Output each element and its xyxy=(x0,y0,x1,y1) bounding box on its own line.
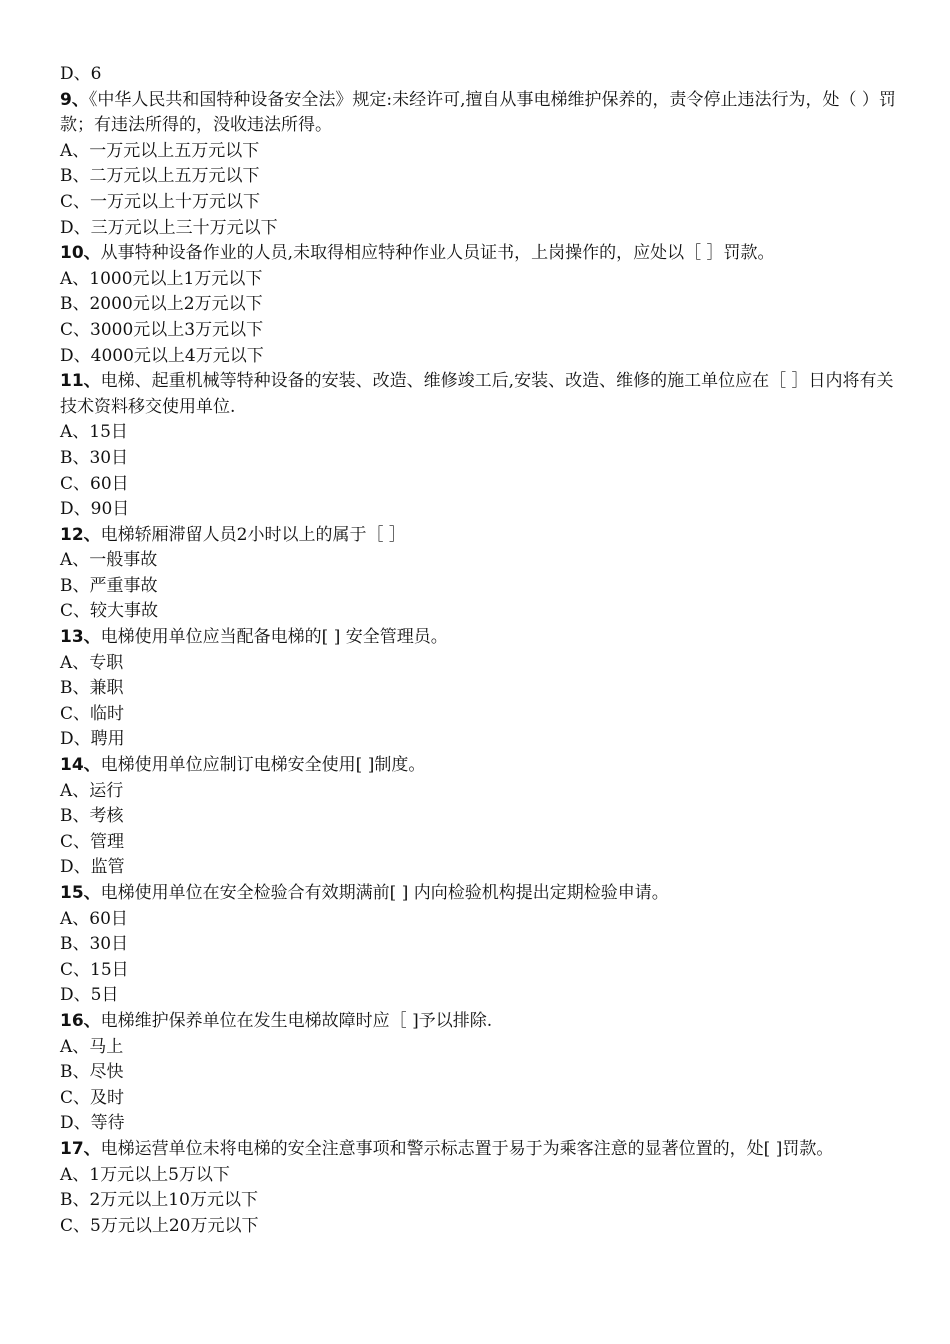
answer-option: A、马上 xyxy=(60,1036,124,1057)
question-block xyxy=(60,241,900,369)
answer-option: D、4000元以上4万元以下 xyxy=(60,345,264,366)
question-stem xyxy=(60,523,900,549)
answer-option: D、90日 xyxy=(60,499,130,520)
question-stem xyxy=(60,369,900,420)
answer-option: C、较大事故 xyxy=(60,601,159,622)
answer-option: B、考核 xyxy=(60,806,124,827)
question-text: 从事特种设备作业的人员,未取得相应特种作业人员证书，上岗操作的，应处以［ ］罚款。 xyxy=(100,243,775,264)
question-number: 11、 xyxy=(60,371,101,392)
answer-option: B、2万元以上10万元以下 xyxy=(60,1190,258,1211)
answer-option: D、等待 xyxy=(60,1113,125,1134)
answer-option: B、严重事故 xyxy=(60,575,158,596)
question-stem xyxy=(60,881,900,907)
question-text: 电梯使用单位应制订电梯安全使用[ ]制度。 xyxy=(100,755,426,776)
question-block xyxy=(60,753,900,881)
answer-option: B、2000元以上2万元以下 xyxy=(60,294,263,315)
question-block xyxy=(60,1009,900,1137)
question-number: 13、 xyxy=(60,627,101,648)
answer-option: A、1000元以上1万元以下 xyxy=(60,268,263,289)
question-block xyxy=(60,88,900,242)
answer-option: C、及时 xyxy=(60,1087,125,1108)
answer-option: D、5日 xyxy=(60,985,119,1006)
question-number: 17、 xyxy=(60,1138,101,1159)
answer-option: A、专职 xyxy=(60,652,124,673)
question-number: 10、 xyxy=(60,243,101,264)
question-stem xyxy=(60,1137,900,1163)
question-stem xyxy=(60,1009,900,1035)
question-number: 14、 xyxy=(60,755,101,776)
answer-option: C、60日 xyxy=(60,473,129,494)
question-number: 15、 xyxy=(60,883,101,903)
question-block xyxy=(60,881,900,1009)
question-number: 9、 xyxy=(60,89,89,110)
answer-option: C、5万元以上20万元以下 xyxy=(60,1215,259,1236)
question-text: 电梯、起重机械等特种设备的安装、改造、维修竣工后,安装、改造、维修的施工单位应在［ ］日内将有关技术资料移交使用单位. xyxy=(60,371,894,417)
answer-option: A、1万元以上5万以下 xyxy=(60,1164,230,1185)
exam-document xyxy=(60,62,900,1239)
question-block xyxy=(60,1137,900,1239)
question-block xyxy=(60,523,900,625)
question-text: 电梯使用单位应当配备电梯的[ ] 安全管理员。 xyxy=(100,627,448,648)
question-number: 16、 xyxy=(60,1010,101,1031)
answer-option: B、兼职 xyxy=(60,678,124,699)
question-number: 12、 xyxy=(60,524,101,545)
answer-option: B、30日 xyxy=(60,447,129,468)
answer-option: D、三万元以上三十万元以下 xyxy=(60,217,278,238)
answer-option: A、运行 xyxy=(60,780,124,801)
answer-option: D、聘用 xyxy=(60,729,125,750)
question-text: 电梯运营单位未将电梯的安全注意事项和警示标志置于易于为乘客注意的显著位置的，处[ ]罚款。 xyxy=(100,1138,834,1159)
answer-option: D、监管 xyxy=(60,857,125,878)
question-block xyxy=(60,625,900,753)
option-d-previous-question: D、6 xyxy=(60,64,102,84)
answer-option: C、临时 xyxy=(60,703,125,724)
question-list xyxy=(60,88,900,1240)
answer-option: B、二万元以上五万元以下 xyxy=(60,166,260,187)
answer-option: A、15日 xyxy=(60,422,128,443)
question-block xyxy=(60,369,900,523)
question-stem xyxy=(60,625,900,651)
question-stem xyxy=(60,88,900,139)
answer-option: B、30日 xyxy=(60,934,129,955)
question-stem xyxy=(60,241,900,267)
answer-option: C、3000元以上3万元以下 xyxy=(60,319,264,340)
answer-option: A、60日 xyxy=(60,908,128,929)
question-text: 电梯使用单位在安全检验合有效期满前[ ] 内向检验机构提出定期检验申请。 xyxy=(100,883,669,903)
question-text: 《中华人民共和国特种设备安全法》规定:未经许可,擅自从事电梯维护保养的，责令停止违法行为，处（ ）罚款；有违法所得的，没收违法所得。 xyxy=(60,89,896,136)
answer-option: C、管理 xyxy=(60,831,125,852)
answer-option: C、15日 xyxy=(60,959,129,980)
answer-option: C、一万元以上十万元以下 xyxy=(60,191,261,212)
question-stem xyxy=(60,753,900,779)
answer-option: B、尽快 xyxy=(60,1062,124,1083)
answer-option: A、一般事故 xyxy=(60,550,158,571)
answer-option: A、一万元以上五万元以下 xyxy=(60,140,260,161)
question-text: 电梯维护保养单位在发生电梯故障时应［ ]予以排除. xyxy=(100,1010,493,1031)
question-text: 电梯轿厢滞留人员2小时以上的属于［ ］ xyxy=(100,524,406,545)
